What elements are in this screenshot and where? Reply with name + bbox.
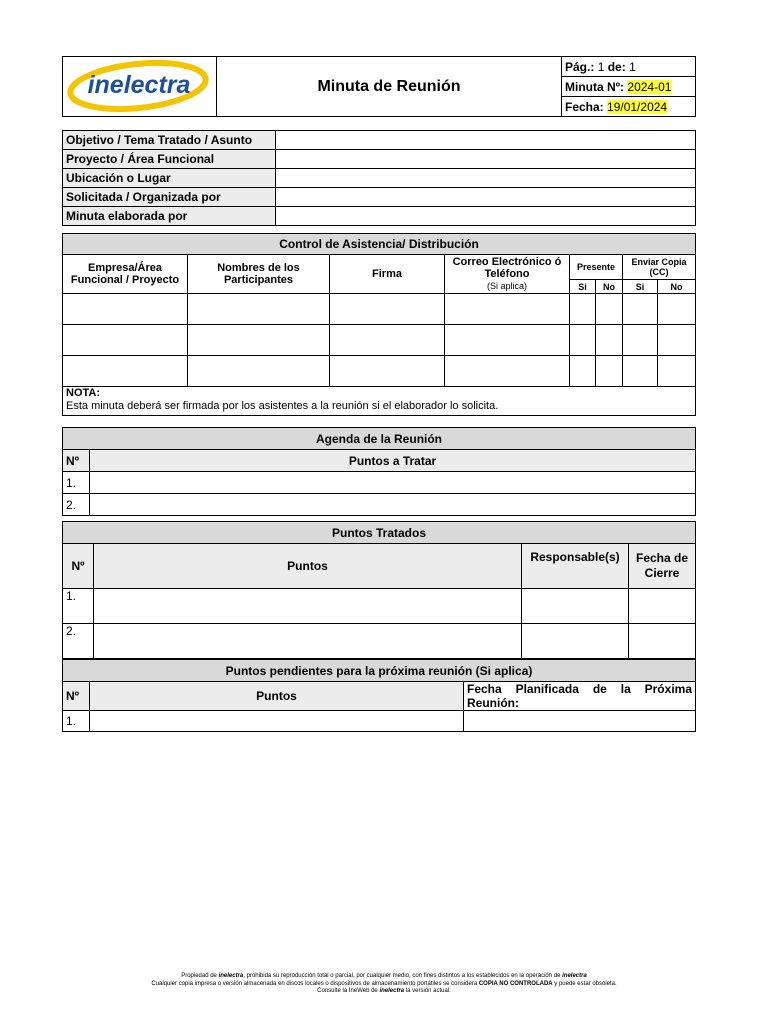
row-number: 1. [63,589,94,624]
empresa-field[interactable] [63,294,188,325]
info-label: Ubicación o Lugar [63,169,276,188]
page-title: Minuta de Reunión [217,57,562,117]
info-label: Minuta elaborada por [63,207,276,226]
cc-no: No [658,280,696,294]
agenda-table [62,427,696,516]
col-correo: Correo Electrónico ó Teléfono (Si aplica) [445,255,570,294]
pending-points-table [62,659,696,732]
info-value-field[interactable] [276,188,696,207]
attendance-table [62,233,696,416]
nombre-field[interactable] [188,325,330,356]
treated-col-no: Nº [63,544,94,589]
footer-line-3: Consulte la IneWeb de inelectra la versión actual. [317,988,451,994]
pending-title: Puntos pendientes para la próxima reunión (Si aplica) [63,660,696,682]
info-row [63,131,696,150]
agenda-row [63,494,696,516]
correo-field[interactable] [445,294,570,325]
info-value-field[interactable] [276,150,696,169]
treated-row [63,589,696,624]
pending-point-field[interactable] [90,711,464,732]
fecha-planificada-field[interactable] [464,711,696,732]
presente-si-field[interactable] [570,294,596,325]
cc-si: Si [623,280,658,294]
row-number: 2. [63,624,94,659]
agenda-point-field[interactable] [90,472,696,494]
document-header [62,56,696,117]
col-enviar-copia: Enviar Copia (CC) [623,255,696,280]
attendance-note: NOTA: Esta minuta deberá ser firmada por los asistentes a la reunión si el elaborador lo solicita. [63,387,696,416]
row-number: 1. [63,711,90,732]
presente-si-field[interactable] [570,356,596,387]
empresa-field[interactable] [63,325,188,356]
page-number: Pág.: 1 de: 1 [562,57,696,77]
col-firma: Firma [330,255,445,294]
pending-col-fecha: Fecha Planificada de la Próxima Reunión: [464,682,696,711]
agenda-row [63,472,696,494]
page-footer [0,973,768,996]
empresa-field[interactable] [63,356,188,387]
col-presente: Presente [570,255,623,280]
firma-field[interactable] [330,325,445,356]
treated-point-field[interactable] [94,624,522,659]
nombre-field[interactable] [188,294,330,325]
footer-line-1: Propiedad de inelectra, prohibida su reproducción total o parcial, por cualquier medio, con fines distintos a los establecidos en la operación de inelectra [181,973,587,979]
info-row [63,188,696,207]
presente-no-field[interactable] [596,325,623,356]
correo-field[interactable] [445,325,570,356]
row-number: 2. [63,494,90,516]
firma-field[interactable] [330,356,445,387]
treated-col-puntos: Puntos [94,544,522,589]
treated-point-field[interactable] [94,589,522,624]
attendance-row [63,356,696,387]
cc-si-field[interactable] [623,325,658,356]
cc-si-field[interactable] [623,356,658,387]
responsable-field[interactable] [522,624,629,659]
col-empresa: Empresa/Área Funcional / Proyecto [63,255,188,294]
info-value-field[interactable] [276,131,696,150]
info-row [63,169,696,188]
minuta-number: Minuta Nº: 2024-01 [562,77,696,97]
logo-cell [63,57,217,117]
agenda-col-no: Nº [63,450,90,472]
info-label: Solicitada / Organizada por [63,188,276,207]
cc-no-field[interactable] [658,294,696,325]
svg-text:inelectra: inelectra [87,71,191,99]
info-row [63,207,696,226]
info-label: Objetivo / Tema Tratado / Asunto [63,131,276,150]
presente-no: No [596,280,623,294]
meeting-info-table [62,130,696,226]
cc-no-field[interactable] [658,356,696,387]
presente-no-field[interactable] [596,294,623,325]
info-row [63,150,696,169]
info-value-field[interactable] [276,207,696,226]
inelectra-logo [63,57,215,113]
date-value: 19/01/2024 [607,99,668,114]
pending-col-no: Nº [63,682,90,711]
fecha-cierre-field[interactable] [629,589,696,624]
treated-title: Puntos Tratados [63,522,696,544]
attendance-row [63,325,696,356]
agenda-col-puntos: Puntos a Tratar [90,450,696,472]
cc-si-field[interactable] [623,294,658,325]
meeting-date: Fecha: 19/01/2024 [562,97,696,117]
attendance-row [63,294,696,325]
presente-no-field[interactable] [596,356,623,387]
treated-row [63,624,696,659]
row-number: 1. [63,472,90,494]
col-nombres: Nombres de los Participantes [188,255,330,294]
minuta-value: 2024-01 [627,79,672,94]
treated-points-table [62,521,696,659]
agenda-point-field[interactable] [90,494,696,516]
pending-row [63,711,696,732]
info-label: Proyecto / Área Funcional [63,150,276,169]
treated-col-responsable: Responsable(s) [522,544,629,589]
nombre-field[interactable] [188,356,330,387]
agenda-title: Agenda de la Reunión [63,428,696,450]
info-value-field[interactable] [276,169,696,188]
fecha-cierre-field[interactable] [629,624,696,659]
correo-field[interactable] [445,356,570,387]
pending-col-puntos: Puntos [90,682,464,711]
presente-si-field[interactable] [570,325,596,356]
responsable-field[interactable] [522,589,629,624]
treated-col-fecha: Fecha de Cierre [629,544,696,589]
firma-field[interactable] [330,294,445,325]
presente-si: Si [570,280,596,294]
cc-no-field[interactable] [658,325,696,356]
attendance-title: Control de Asistencia/ Distribución [63,234,696,255]
footer-line-2: Cualquier copia impresa o versión almacenada en discos locales o dispositivos de almacenamiento portátiles se considera COPIA NO CONTROLADA y puede estar obsoleta. [151,980,617,987]
